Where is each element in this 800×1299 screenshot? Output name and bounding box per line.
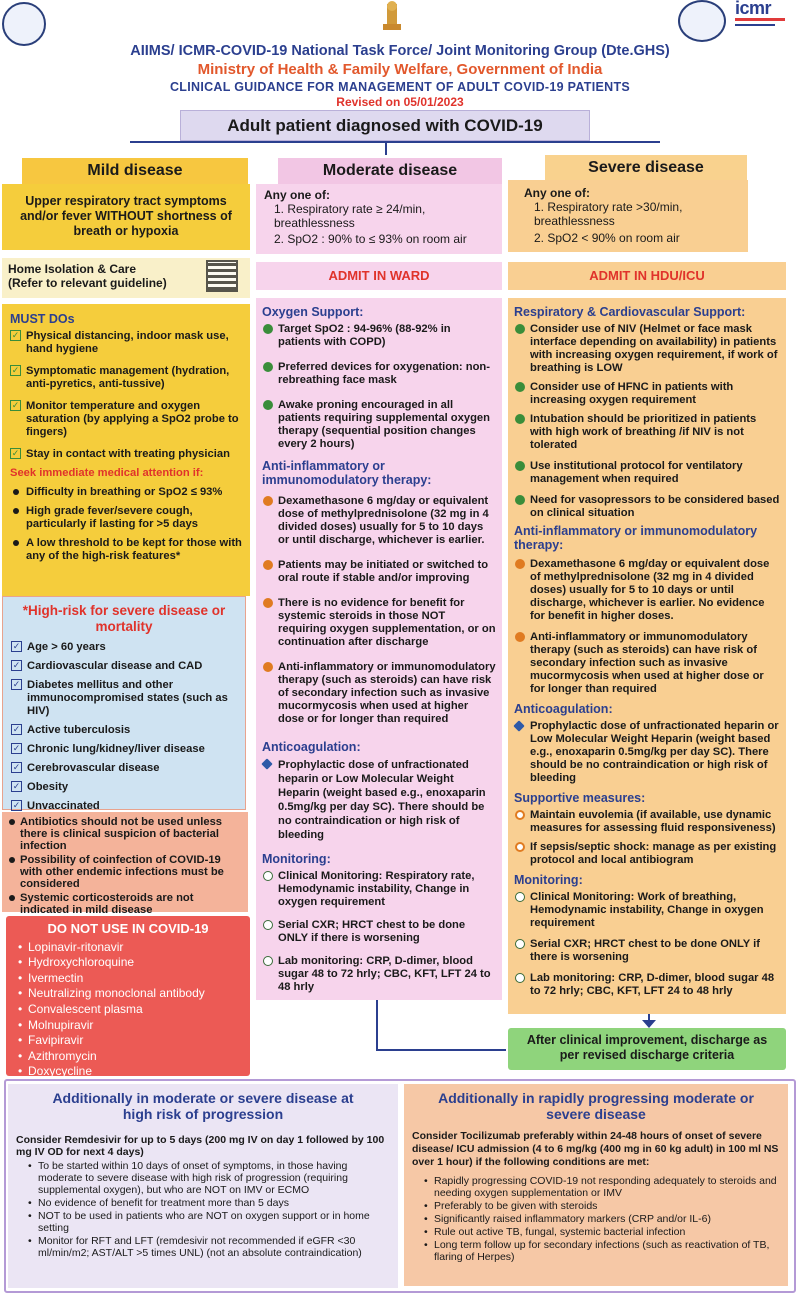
bullet-icon xyxy=(515,461,525,471)
mild-notes-box xyxy=(2,812,248,916)
resp-item: Consider use of HFNC in patients with increasing oxygen requirement xyxy=(514,381,780,407)
must-do-item: ✓ Symptomatic management (hydration, anti-pyretics, anti-tussive) xyxy=(11,365,230,390)
play-circle-icon xyxy=(263,871,273,881)
risk-item: ✓ Obesity xyxy=(12,781,69,793)
aiims-logo xyxy=(2,2,46,46)
remdesivir-item: • NOT to be used in patients who are NOT on oxygen support or in home setting xyxy=(26,1210,390,1234)
remdesivir-item: • Monitor for RFT and LFT (remdesivir not recommended if eGFR <30 ml/min/m2; AST/ALT >5 times UNL) (not an absolute contraindication) xyxy=(26,1235,390,1259)
supportive-heading: Supportive measures: xyxy=(514,791,646,805)
do-not-use-item: • Hydroxychloroquine xyxy=(16,955,240,970)
risk-item: ✓ Cerebrovascular disease xyxy=(12,762,160,774)
remdesivir-heading: Additionally in moderate or severe disease at high risk of progression xyxy=(52,1090,354,1122)
severe-anti-inflammatory-heading: Anti-inflammatory or immunomodulatory therapy: xyxy=(514,524,758,552)
high-risk-heading: *High-risk for severe disease or mortality xyxy=(22,603,226,634)
bullet-icon xyxy=(263,362,273,372)
moderate-anticoag-heading: Anticoagulation: xyxy=(262,740,361,754)
resp-item: Use institutional protocol for ventilatory management when required xyxy=(514,460,780,486)
moderate-anti-item: Patients may be initiated or switched to oral route if stable and/or improving xyxy=(262,559,496,585)
mild-heading: Mild disease xyxy=(22,158,248,184)
do-not-use-item: • Convalescent plasma xyxy=(16,1002,240,1017)
moderate-anti-item: Anti-inflammatory or immunomodulatory therapy (such as steroids) can have risk of secondary infection such as invasive mucormycosis when used at higher dose or for longer than required xyxy=(262,661,496,726)
discharge-text: After clinical improvement, discharge as per revised discharge criteria xyxy=(526,1033,768,1062)
moderate-anticoag-item: Prophylactic dose of unfractionated heparin or Low Molecular Weight Heparin (weight based e.g., enoxaparin 0.5mg/kg per day SC). There should be no contraindication or high risk of bleeding xyxy=(262,758,496,842)
risk-item: ✓ Diabetes mellitus and other immunocompromised states (such as HIV) xyxy=(12,679,228,717)
header-line2: Ministry of Health & Family Welfare, Government of India xyxy=(197,61,603,78)
resp-item: Consider use of NIV (Helmet or face mask interface depending on availability) in patients with increasing oxygen requirement, if work of breathing is LOW xyxy=(514,323,780,375)
national-emblem-icon xyxy=(379,0,405,34)
tocilizumab-item: • Significantly raised inflammatory markers (CRP and/or IL-6) xyxy=(422,1213,780,1225)
checkbox-icon: ✓ xyxy=(11,400,20,410)
oxygen-item: Target SpO2 : 94-96% (88-92% in patients with COPD) xyxy=(262,323,496,349)
bullet-icon xyxy=(13,540,19,546)
severe-heading: Severe disease xyxy=(545,155,747,181)
discharge-box xyxy=(508,1028,786,1070)
flow-arrow-line xyxy=(376,1000,378,1050)
severe-management-box xyxy=(508,298,786,1014)
bullet-icon xyxy=(263,324,273,334)
checkbox-icon: ✓ xyxy=(11,330,20,340)
admit-in-hdu-icu: ADMIT IN HDU/ICU xyxy=(508,262,786,290)
icmr-logo xyxy=(735,0,797,34)
connector-line xyxy=(385,141,387,155)
severe-anticoag-item: Prophylactic dose of unfractionated heparin or Low Molecular Weight Heparin (weight based e.g., enoxaparin 0.5mg/kg per day SC). There should be no contraindication or high risk of bleeding xyxy=(514,720,780,785)
oxygen-support-heading: Oxygen Support: xyxy=(262,305,364,319)
note-item: Possibility of coinfection of COVID-19 with other endemic infections must be considered xyxy=(8,854,242,890)
moderate-anti-inflammatory-heading: Anti-inflammatory or immunomodulatory therapy: xyxy=(262,459,432,487)
checkbox-icon: ✓ xyxy=(11,448,20,458)
do-not-use-list xyxy=(16,940,240,1079)
risk-item: ✓ Cardiovascular disease and CAD xyxy=(12,660,203,672)
bullet-icon xyxy=(263,496,273,506)
tocilizumab-item: • Preferably to be given with steroids xyxy=(422,1200,780,1212)
severe-anticoag-heading: Anticoagulation: xyxy=(514,702,613,716)
mild-definition xyxy=(2,184,250,250)
moderate-criterion: 2. SpO2 : 90% to ≤ 93% on room air xyxy=(274,232,467,246)
moderate-criterion: 1. Respiratory rate ≥ 24/min, breathlessness xyxy=(274,202,426,230)
severe-anti-item: Anti-inflammatory or immunomodulatory therapy (such as steroids) can have risk of secondary infection such as invasive mucormycosis when used at higher dose or for longer than required xyxy=(514,631,780,696)
seek-item: A low threshold to be kept for those with any of the high-risk features* xyxy=(10,537,242,563)
remdesivir-item: • No evidence of benefit for treatment more than 5 days xyxy=(26,1197,390,1209)
note-item: Antibiotics should not be used unless there is clinical suspicion of bacterial infection xyxy=(8,816,242,852)
bullet-icon xyxy=(13,508,19,514)
seek-attention-heading: Seek immediate medical attention if: xyxy=(10,467,204,479)
home-isolation-label: Home Isolation & Care xyxy=(8,262,137,276)
bullet-icon xyxy=(515,810,525,820)
remdesivir-box xyxy=(8,1084,398,1288)
tocilizumab-heading: Additionally in rapidly progressing moderate or severe disease xyxy=(438,1090,754,1122)
do-not-use-heading: DO NOT USE IN COVID-19 xyxy=(47,921,209,936)
risk-item: ✓ Age > 60 years xyxy=(12,641,106,653)
bullet-icon xyxy=(263,400,273,410)
bullet-icon xyxy=(515,324,525,334)
remdesivir-item: • To be started within 10 days of onset of symptoms, in those having moderate to severe disease with high risk of progression (requiring supplemental oxygen), but who are NOT on IMV or ECMO xyxy=(26,1160,390,1196)
severe-criterion: 1. Respiratory rate >30/min, breathlessness xyxy=(534,200,683,228)
must-do-item: ✓ Stay in contact with treating physician xyxy=(11,448,230,460)
risk-item: ✓ Unvaccinated xyxy=(12,800,100,812)
header-line3: CLINICAL GUIDANCE FOR MANAGEMENT OF ADULT COVID-19 PATIENTS xyxy=(169,80,631,94)
supportive-item: Maintain euvolemia (if available, use dynamic measures for assessing fluid responsiveness) xyxy=(514,809,780,835)
checkbox-icon: ✓ xyxy=(12,660,21,670)
must-do-item: ✓ Monitor temperature and oxygen saturation (by applying a SpO2 probe to fingers) xyxy=(11,400,239,438)
tocilizumab-item: • Long term follow up for secondary infections (such as reactivation of TB, flaring of Herpes) xyxy=(422,1239,780,1263)
play-circle-icon xyxy=(263,956,273,966)
play-circle-icon xyxy=(515,892,525,902)
do-not-use-item: • Azithromycin xyxy=(16,1049,240,1064)
do-not-use-item: • Doxycycline xyxy=(16,1064,240,1079)
severe-monitoring-heading: Monitoring: xyxy=(514,873,583,887)
seek-item: Difficulty in breathing or SpO2 ≤ 93% xyxy=(10,486,242,499)
bullet-icon xyxy=(263,662,273,672)
do-not-use-item: • Lopinavir-ritonavir xyxy=(16,940,240,955)
risk-item: ✓ Chronic lung/kidney/liver disease xyxy=(12,743,205,755)
moderate-any-one-of: Any one of: xyxy=(264,188,330,202)
oxygen-item: Awake proning encouraged in all patients requiring supplemental oxygen therapy (sequential position changes every 2 hours) xyxy=(262,399,496,451)
tocilizumab-item: • Rapidly progressing COVID-19 not responding adequately to steroids and needing oxygen supplementation or IMV xyxy=(422,1175,780,1199)
severe-criterion: 2. SpO2 < 90% on room air xyxy=(534,231,680,245)
revised-date: Revised on 05/01/2023 xyxy=(336,95,464,109)
diamond-bullet-icon xyxy=(513,720,524,731)
qr-code-icon[interactable] xyxy=(206,260,238,292)
bullet-icon xyxy=(263,560,273,570)
bullet-icon xyxy=(9,857,15,863)
checkbox-icon: ✓ xyxy=(12,743,21,753)
play-circle-icon xyxy=(515,973,525,983)
seek-item: High grade fever/severe cough, particularly if lasting for >5 days xyxy=(10,505,242,531)
moderate-monitoring-item: Lab monitoring: CRP, D-dimer, blood sugar 48 to 72 hrly; CBC, KFT, LFT 24 to 48 hrly xyxy=(262,955,496,994)
home-isolation-ref: (Refer to relevant guideline) xyxy=(8,276,167,290)
high-risk-box xyxy=(2,596,246,810)
severe-monitoring-item: Clinical Monitoring: Work of breathing, Hemodynamic instability, Change in oxygen requirement xyxy=(514,891,780,930)
header-line1: AIIMS/ ICMR-COVID-19 National Task Force/ Joint Monitoring Group (Dte.GHS) xyxy=(130,43,670,59)
do-not-use-item: • Ivermectin xyxy=(16,971,240,986)
home-isolation-box xyxy=(2,258,250,298)
do-not-use-item: • Neutralizing monoclonal antibody xyxy=(16,986,240,1001)
bullet-icon xyxy=(515,382,525,392)
flow-arrow-line xyxy=(376,1049,506,1051)
checkbox-icon: ✓ xyxy=(12,641,21,651)
moderate-management-box xyxy=(256,298,502,1000)
moderate-monitoring-heading: Monitoring: xyxy=(262,852,331,866)
resp-cardio-heading: Respiratory & Cardiovascular Support: xyxy=(514,305,746,319)
dghs-logo xyxy=(678,0,726,42)
admit-in-ward: ADMIT IN WARD xyxy=(256,262,502,290)
bullet-icon xyxy=(13,489,19,495)
checkbox-icon: ✓ xyxy=(11,365,20,375)
bullet-icon xyxy=(263,598,273,608)
moderate-heading: Moderate disease xyxy=(278,158,502,184)
mild-definition-text: Upper respiratory tract symptoms and/or fever WITHOUT shortness of breath or hypoxia xyxy=(20,194,232,238)
icmr-logo-text: icmr xyxy=(735,0,772,18)
do-not-use-item: • Favipiravir xyxy=(16,1033,240,1048)
tocilizumab-box xyxy=(404,1084,788,1286)
moderate-anti-item: There is no evidence for benefit for systemic steroids in those NOT requiring oxygen supplementation, or on continuation after discharge xyxy=(262,597,496,649)
checkbox-icon: ✓ xyxy=(12,781,21,791)
checkbox-icon: ✓ xyxy=(12,762,21,772)
remdesivir-list xyxy=(16,1160,390,1259)
severe-monitoring-item: Lab monitoring: CRP, D-dimer, blood sugar 48 to 72 hrly; CBC, KFT, LFT 24 to 48 hrly xyxy=(514,972,780,998)
supportive-item: If sepsis/septic shock: manage as per existing protocol and local antibiogram xyxy=(514,841,780,867)
play-circle-icon xyxy=(263,920,273,930)
do-not-use-item: • Molnupiravir xyxy=(16,1018,240,1033)
oxygen-item: Preferred devices for oxygenation: non-rebreathing face mask xyxy=(262,361,496,387)
moderate-criteria-box xyxy=(256,184,502,254)
tocilizumab-item: • Rule out active TB, fungal, systemic bacterial infection xyxy=(422,1226,780,1238)
note-item: Systemic corticosteroids are not indicated in mild disease xyxy=(8,892,242,916)
bullet-icon xyxy=(9,819,15,825)
severe-monitoring-item: Serial CXR; HRCT chest to be done ONLY if there is worsening xyxy=(514,938,780,964)
severe-criteria-box xyxy=(508,180,748,252)
page-title: Adult patient diagnosed with COVID-19 xyxy=(180,110,590,141)
do-not-use-box xyxy=(6,916,250,1079)
severe-any-one-of: Any one of: xyxy=(524,186,590,200)
moderate-anti-item: Dexamethasone 6 mg/day or equivalent dose of methylprednisolone (32 mg in 4 divided doses) usually for 5 to 10 days or until discharge, whichever is earlier. xyxy=(262,495,496,547)
must-dos-box xyxy=(2,304,250,596)
checkbox-icon: ✓ xyxy=(12,679,21,689)
moderate-monitoring-item: Serial CXR; HRCT chest to be done ONLY if there is worsening xyxy=(262,919,496,945)
severe-anti-item: Dexamethasone 6 mg/day or equivalent dose of methylprednisolone (32 mg in 4 divided doses) usually for 5 to 10 days or until discharge, whichever is earlier. No evidence for benefit in higher doses. xyxy=(514,558,780,623)
resp-item: Intubation should be prioritized in patients with high work of breathing /if NIV is not tolerated xyxy=(514,413,780,452)
resp-item: Need for vasopressors to be considered based on clinical situation xyxy=(514,494,780,520)
moderate-monitoring-item: Clinical Monitoring: Respiratory rate, Hemodynamic instability, Change in oxygen requirement xyxy=(262,870,496,909)
risk-item: ✓ Active tuberculosis xyxy=(12,724,131,736)
remdesivir-lead: Consider Remdesivir for up to 5 days (200 mg IV on day 1 followed by 100 mg IV OD for next 4 days) xyxy=(16,1134,385,1158)
bullet-icon xyxy=(515,842,525,852)
bullet-icon xyxy=(515,559,525,569)
tocilizumab-lead: Consider Tocilizumab preferably within 24-48 hours of onset of severe disease/ ICU admission (4 to 6 mg/kg (400 mg in 60 kg adult) in 100 ml NS over 1 hour) if the following conditions are met: xyxy=(412,1130,779,1168)
bullet-icon xyxy=(515,632,525,642)
play-circle-icon xyxy=(515,939,525,949)
connector-line xyxy=(130,141,660,143)
diamond-bullet-icon xyxy=(261,758,272,769)
must-dos-heading: MUST DOs xyxy=(10,312,75,326)
checkbox-icon: ✓ xyxy=(12,724,21,734)
bullet-icon xyxy=(9,895,15,901)
bullet-icon xyxy=(515,495,525,505)
arrow-down-icon xyxy=(642,1020,656,1028)
bullet-icon xyxy=(515,414,525,424)
tocilizumab-list xyxy=(412,1175,780,1263)
checkbox-icon: ✓ xyxy=(12,800,21,810)
must-do-item: ✓ Physical distancing, indoor mask use, hand hygiene xyxy=(11,330,229,355)
